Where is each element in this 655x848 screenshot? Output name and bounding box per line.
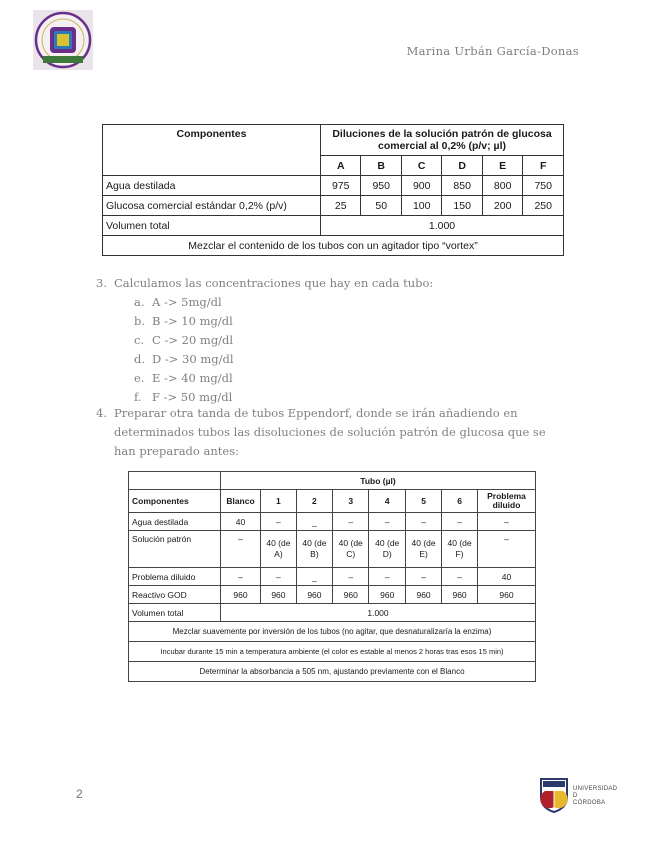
- cell: –: [221, 568, 261, 586]
- cell: 960: [442, 586, 478, 604]
- row-label: Reactivo GOD: [129, 586, 221, 604]
- dilutions-table: [102, 124, 564, 256]
- university-name: [573, 786, 617, 807]
- cell: 50: [361, 196, 401, 216]
- row-label: Glucosa comercial estándar 0,2% (p/v): [103, 196, 321, 216]
- sub-letter: f.: [134, 390, 142, 404]
- university-name-line: CÓRDOBA: [573, 800, 606, 806]
- table-row: [103, 236, 564, 256]
- cell: 975: [321, 176, 361, 196]
- col-header: 5: [405, 490, 441, 513]
- cell: –: [405, 513, 441, 531]
- total-value: 1.000: [221, 604, 536, 622]
- cell: –: [332, 513, 369, 531]
- cell: 800: [482, 176, 522, 196]
- table-row: [129, 604, 536, 622]
- cell: 40: [478, 568, 536, 586]
- sub-letter: b.: [134, 314, 146, 328]
- sub-text: A -> 5mg/dl: [152, 295, 222, 309]
- total-label: Volumen total: [129, 604, 221, 622]
- sub-letter: e.: [134, 371, 145, 385]
- tubes-table: [128, 471, 536, 682]
- col-header: 2: [296, 490, 332, 513]
- author-name: Marina Urbán García-Donas: [406, 44, 579, 58]
- cell: 960: [332, 586, 369, 604]
- cell: 40: [221, 513, 261, 531]
- col-header: 3: [332, 490, 369, 513]
- cell: –: [332, 568, 369, 586]
- col-header: Componentes: [129, 490, 221, 513]
- letter-c: C: [401, 156, 441, 176]
- col-header: 1: [261, 490, 297, 513]
- letter-e: E: [482, 156, 522, 176]
- letter-b: B: [361, 156, 401, 176]
- table-row: [129, 513, 536, 531]
- list-item: Calculamos las concentraciones que hay en cada tubo:: [114, 276, 434, 290]
- cell: 40 (de B): [296, 531, 332, 568]
- cell: 960: [261, 586, 297, 604]
- school-logo: [33, 10, 93, 70]
- cell: –: [442, 513, 478, 531]
- col-header: 4: [369, 490, 406, 513]
- col-header: Problema diluido: [478, 490, 536, 513]
- table-row: [129, 622, 536, 642]
- row-label: Agua destilada: [129, 513, 221, 531]
- cell: –: [405, 568, 441, 586]
- table-row: [129, 662, 536, 682]
- table-row: [129, 642, 536, 662]
- row-label: Problema diluido: [129, 568, 221, 586]
- components-header: Componentes: [103, 125, 321, 176]
- sub-text: D -> 30 mg/dl: [152, 352, 234, 366]
- col-header: 6: [442, 490, 478, 513]
- cell: –: [261, 513, 297, 531]
- total-value: 1.000: [321, 216, 564, 236]
- cell: 250: [523, 196, 564, 216]
- total-label: Volumen total: [103, 216, 321, 236]
- cell: –: [478, 513, 536, 531]
- sub-letter: c.: [134, 333, 145, 347]
- cell: 200: [482, 196, 522, 216]
- university-name-line: D: [573, 793, 578, 799]
- letter-f: F: [523, 156, 564, 176]
- table-row: [129, 586, 536, 604]
- table-row: [129, 568, 536, 586]
- cell: _: [296, 568, 332, 586]
- page-number: 2: [76, 787, 83, 801]
- table-footer-note: Mezclar suavemente por inversión de los tubos (no agitar, que desnaturalizaría la enzima): [129, 622, 536, 642]
- sub-letter: d.: [134, 352, 146, 366]
- cell: 750: [523, 176, 564, 196]
- cell: 40 (de F): [442, 531, 478, 568]
- letter-a: A: [321, 156, 361, 176]
- cell: 960: [296, 586, 332, 604]
- cell: –: [221, 531, 261, 568]
- cell: 960: [405, 586, 441, 604]
- letter-d: D: [442, 156, 482, 176]
- cell: 950: [361, 176, 401, 196]
- cell: –: [261, 568, 297, 586]
- cell: _: [296, 513, 332, 531]
- sub-text: B -> 10 mg/dl: [152, 314, 233, 328]
- cell: 40 (de C): [332, 531, 369, 568]
- list-number: 3.: [96, 276, 107, 290]
- empty-cell: [129, 472, 221, 490]
- col-header: Blanco: [221, 490, 261, 513]
- cell: 960: [369, 586, 406, 604]
- list-item: Preparar otra tanda de tubos Eppendorf, donde se irán añadiendo en determinados tubos las disoluciones de solución patrón de glucosa que se han preparado antes:: [114, 406, 546, 458]
- table-row: [103, 176, 564, 196]
- cell: 40 (de E): [405, 531, 441, 568]
- table-row: [103, 216, 564, 236]
- cell: –: [478, 531, 536, 568]
- sub-text: F -> 50 mg/dl: [152, 390, 233, 404]
- cell: 900: [401, 176, 441, 196]
- cell: –: [369, 513, 406, 531]
- cell: 25: [321, 196, 361, 216]
- cell: 850: [442, 176, 482, 196]
- table-footer-note: Mezclar el contenido de los tubos con un agitador tipo “vortex”: [103, 236, 564, 256]
- row-label: Solución patrón: [129, 531, 221, 568]
- table-row: [103, 196, 564, 216]
- cell: 960: [221, 586, 261, 604]
- cell: 100: [401, 196, 441, 216]
- cell: 960: [478, 586, 536, 604]
- cell: 40 (de A): [261, 531, 297, 568]
- university-name-line: UNIVERSIDAD: [573, 786, 618, 792]
- table-footer-note: Determinar la absorbancia a 505 nm, ajustando previamente con el Blanco: [129, 662, 536, 682]
- sub-text: E -> 40 mg/dl: [152, 371, 233, 385]
- table-footer-note: Incubar durante 15 min a temperatura ambiente (el color es estable al menos 2 horas tras esos 15 min): [129, 642, 536, 662]
- row-label: Agua destilada: [103, 176, 321, 196]
- table-row: [129, 531, 536, 568]
- dilutions-header: Diluciones de la solución patrón de glucosa comercial al 0,2% (p/v; µl): [321, 125, 564, 156]
- cell: 150: [442, 196, 482, 216]
- cell: –: [442, 568, 478, 586]
- cell: 40 (de D): [369, 531, 406, 568]
- sub-letter: a.: [134, 295, 145, 309]
- list-number: 4.: [96, 406, 107, 420]
- sub-text: C -> 20 mg/dl: [152, 333, 234, 347]
- cell: –: [369, 568, 406, 586]
- university-shield-icon: [539, 777, 569, 813]
- tube-header: Tubo (µl): [221, 472, 536, 490]
